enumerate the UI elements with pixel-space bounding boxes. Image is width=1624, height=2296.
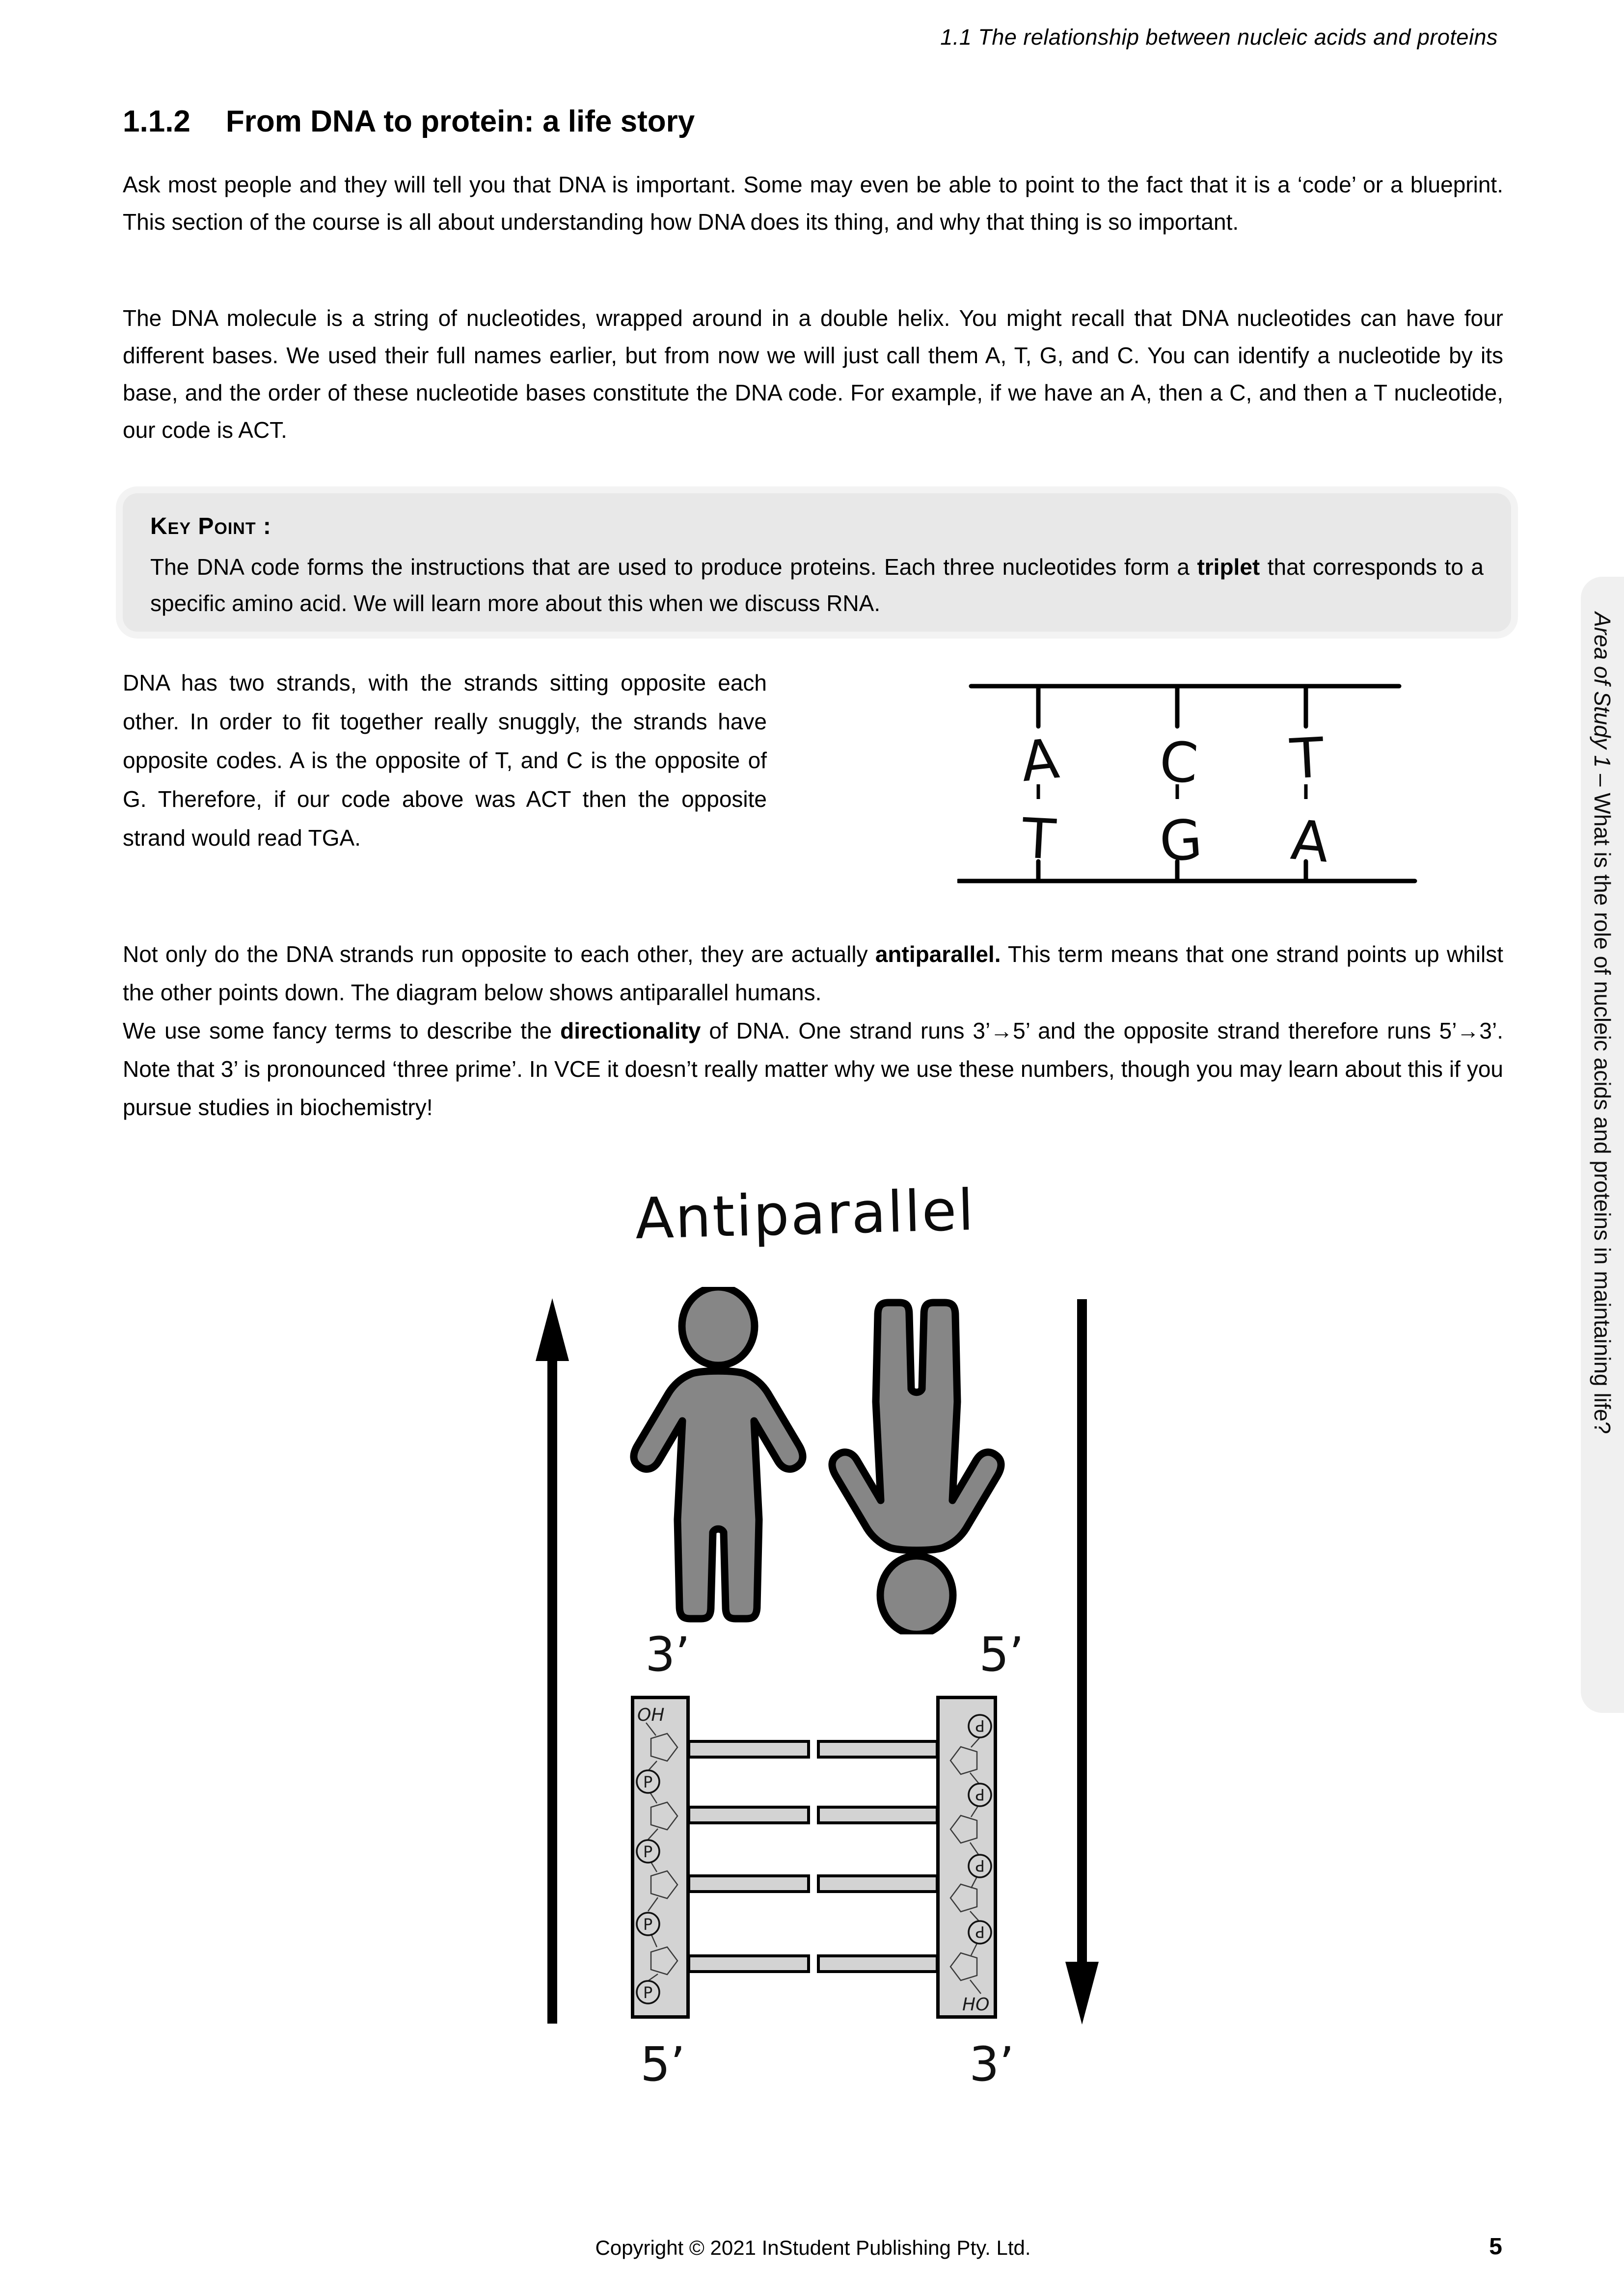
key-point-body: [150, 549, 1484, 621]
area-of-study-text: [1589, 577, 1616, 1713]
paragraph-antiparallel: [123, 935, 1503, 1126]
sugar-pentagon: [651, 1802, 677, 1830]
right-backbone-rail: [936, 1696, 997, 2019]
area-of-study-italic: Area of Study 1: [1590, 612, 1615, 774]
inverted-person-icon: [816, 1296, 1017, 1634]
section-number: 1.1.2: [123, 105, 190, 138]
sugar-pentagon: [651, 1734, 677, 1761]
five-prime-label-top: 5’: [979, 1627, 1024, 1682]
base-rung: [687, 1740, 810, 1759]
base-rung: [687, 1874, 810, 1893]
base-letter: A: [1288, 808, 1332, 875]
figure-title: Antiparallel: [634, 1177, 976, 1253]
ho-end-label: HO: [962, 1995, 990, 2015]
phosphate-letter: P: [643, 1915, 653, 1934]
page-number: 5: [1489, 2234, 1502, 2260]
bold-antiparallel: antiparallel.: [875, 941, 1001, 967]
sugar-pentagon: [950, 1884, 977, 1912]
base-rung: [687, 1954, 810, 1973]
area-of-study-tab: [1581, 577, 1624, 1713]
section-title: [123, 104, 695, 139]
base-letter: T: [1288, 726, 1326, 792]
key-point-text: The DNA code forms the instructions that are used to produce proteins. Each three nucleotides form a: [150, 554, 1197, 580]
paragraph-nucleotides: The DNA molecule is a string of nucleotides, wrapped around in a double helix. You might recall that DNA nucleotides can have four different bases. We used their full names earlier, but from now we will just call them A, T, G, and C. You can identify a nucleotide by its base, and the order of these nucleotide bases constitute the DNA code. For example, if we have an A, then a C, and then a T nucleotide, our code is ACT.: [123, 305, 1503, 443]
key-point-text-end: that corresponds to a specific amino acid. We will learn more about this when we discuss RNA.: [150, 554, 1484, 616]
base-rung: [817, 1954, 939, 1973]
paragraph-two-strands: DNA has two strands, with the strands sitting opposite each other. In order to fit together really snuggly, the strands have opposite codes. A is the opposite of T, and C is the opposite of G. Therefore, if our code above was ACT then the opposite strand would read TGA.: [123, 670, 767, 851]
base-letter: T: [1020, 806, 1057, 872]
base-letter: G: [1157, 807, 1205, 875]
key-point-label: Key Point :: [150, 513, 271, 539]
three-prime-label-bottom: 3’: [969, 2037, 1014, 2092]
up-arrow: [530, 1298, 574, 2025]
left-backbone-rail: [631, 1696, 690, 2019]
base-rung: [817, 1806, 939, 1824]
area-of-study-rest: – What is the role of nucleic acids and proteins in maintaining life?: [1590, 774, 1615, 1434]
phosphate-letter: P: [643, 1842, 653, 1861]
bold-directionality: directionality: [560, 1018, 701, 1043]
phosphate-letter: P: [975, 1856, 985, 1875]
down-arrow: [1060, 1298, 1104, 2025]
key-point-box: [123, 493, 1511, 632]
sugar-pentagon: [651, 1871, 677, 1898]
paragraph-text: This term means that one strand points up whilst the other points down. The diagram below shows antiparallel humans.: [123, 941, 1504, 1005]
paragraph-intro: Ask most people and they will tell you that DNA is important. Some may even be able to point to the fact that it is a ‘code’ or a blueprint. This section of the course is all about understanding how DNA does its thing, and why that thing is so important.: [123, 172, 1503, 235]
sugar-pentagon: [950, 1747, 977, 1774]
page-header-breadcrumb: 1.1 The relationship between nucleic acids and proteins: [940, 25, 1498, 50]
three-prime-label-top: 3’: [645, 1627, 690, 1682]
sugar-pentagon: [651, 1947, 677, 1975]
base-rung: [817, 1874, 939, 1893]
base-rung: [687, 1806, 810, 1824]
oh-end-label: OH: [637, 1705, 665, 1725]
five-prime-label-bottom: 5’: [640, 2037, 685, 2092]
sugar-pentagon: [950, 1815, 977, 1843]
upright-person-icon: [618, 1287, 819, 1626]
paragraph-text: We use some fancy terms to describe the: [123, 1018, 561, 1043]
phosphate-letter: P: [643, 1773, 653, 1791]
phosphate-letter: P: [975, 1785, 985, 1804]
paragraph-text: Not only do the DNA strands run opposite to each other, they are actually: [123, 941, 875, 967]
key-point-bold-term: triplet: [1197, 554, 1260, 580]
section-title-text: From DNA to protein: a life story: [225, 105, 695, 138]
base-letter: C: [1157, 729, 1200, 796]
base-letter: A: [1018, 727, 1062, 795]
phosphate-letter: P: [975, 1716, 985, 1735]
paragraph-text: of DNA. One strand runs 3’→5’ and the opposite strand therefore runs 5’→3’. Note that 3’ is pronounced ‘three prime’. In VCE it doesn’t really matter why we use these numbers, though you may learn about this if you pursue studies in biochemistry!: [123, 1018, 1504, 1120]
base-pair-diagram: [957, 677, 1424, 893]
phosphate-letter: P: [643, 1983, 653, 2002]
base-rung: [817, 1740, 939, 1759]
phosphate-letter: P: [975, 1922, 985, 1941]
sugar-pentagon: [950, 1953, 977, 1980]
copyright-notice: Copyright © 2021 InStudent Publishing Pty. Ltd.: [595, 2236, 1031, 2259]
